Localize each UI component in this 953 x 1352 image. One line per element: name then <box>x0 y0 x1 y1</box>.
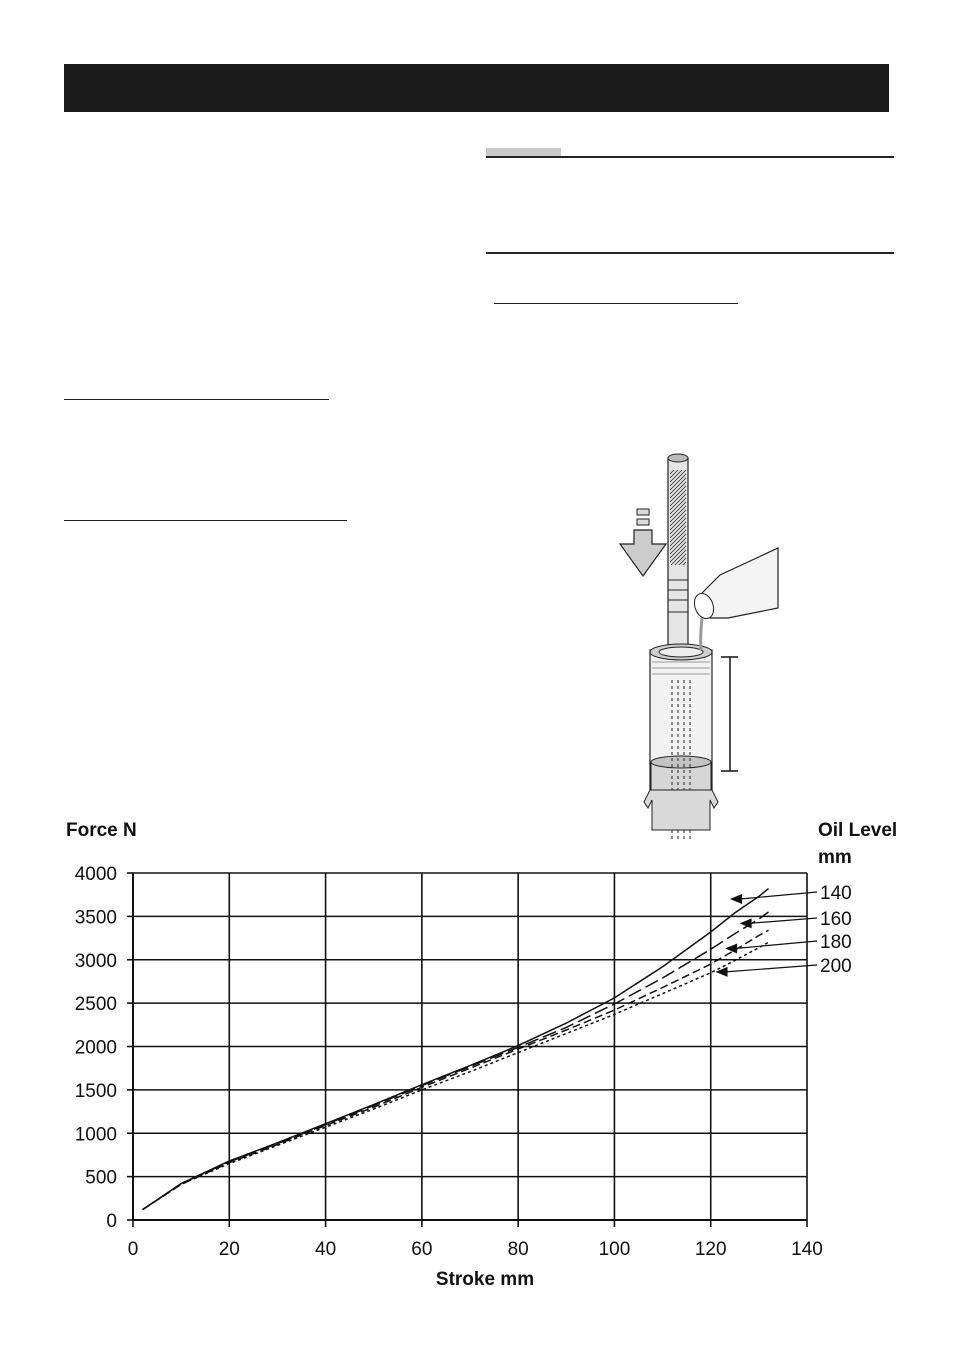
series-line-140 <box>143 889 769 1210</box>
y-tick-label: 0 <box>106 1211 117 1232</box>
y-tick-label: 500 <box>85 1167 117 1189</box>
left-heading-underline-2 <box>64 520 347 521</box>
note-top-rule <box>486 156 894 158</box>
legend-label-200: 200 <box>820 956 852 977</box>
legend <box>716 883 852 977</box>
x-tick-label: 100 <box>598 1239 631 1260</box>
series <box>143 889 769 1210</box>
legend-pointer-line <box>740 892 817 899</box>
y-tick-label: 2000 <box>74 1037 117 1059</box>
shock-absorber-oil-fill-icon <box>600 440 800 850</box>
legend-label-180: 180 <box>820 932 852 953</box>
right-heading-underline <box>494 303 738 304</box>
x-axis-label: Stroke mm <box>435 1269 535 1290</box>
force-stroke-chart <box>0 800 953 1320</box>
x-tick-label: 60 <box>411 1239 433 1260</box>
y-tick-label: 3000 <box>74 950 117 972</box>
x-tick-label: 140 <box>791 1239 823 1260</box>
legend-title-line2: mm <box>818 847 852 868</box>
legend-arrowhead <box>730 894 742 904</box>
left-heading-underline-1 <box>64 399 329 400</box>
section-header-bar <box>64 64 889 112</box>
y-tick-label: 2500 <box>74 994 117 1016</box>
legend-label-160: 160 <box>820 909 852 930</box>
note-bottom-rule <box>486 252 894 254</box>
down-arrow-icon <box>620 509 666 576</box>
legend-arrowhead <box>716 967 728 977</box>
grid <box>127 873 807 1227</box>
series-line-180 <box>143 930 769 1209</box>
legend-label-140: 140 <box>820 883 852 904</box>
x-tick-label: 0 <box>127 1239 139 1260</box>
series-line-160 <box>143 912 769 1210</box>
y-tick-label: 1500 <box>74 1080 117 1102</box>
y-axis-label: Force N <box>66 820 137 841</box>
legend-title-line1: Oil Level <box>818 820 898 841</box>
x-tick-label: 40 <box>315 1239 337 1260</box>
x-tick-label: 120 <box>694 1239 727 1260</box>
y-tick-label: 4000 <box>74 864 117 885</box>
y-tick-label: 1000 <box>74 1124 117 1146</box>
x-tick-label: 20 <box>218 1239 240 1260</box>
y-tick-label: 3500 <box>74 907 117 929</box>
x-tick-label: 80 <box>507 1239 529 1260</box>
legend-pointer-line <box>726 965 817 972</box>
